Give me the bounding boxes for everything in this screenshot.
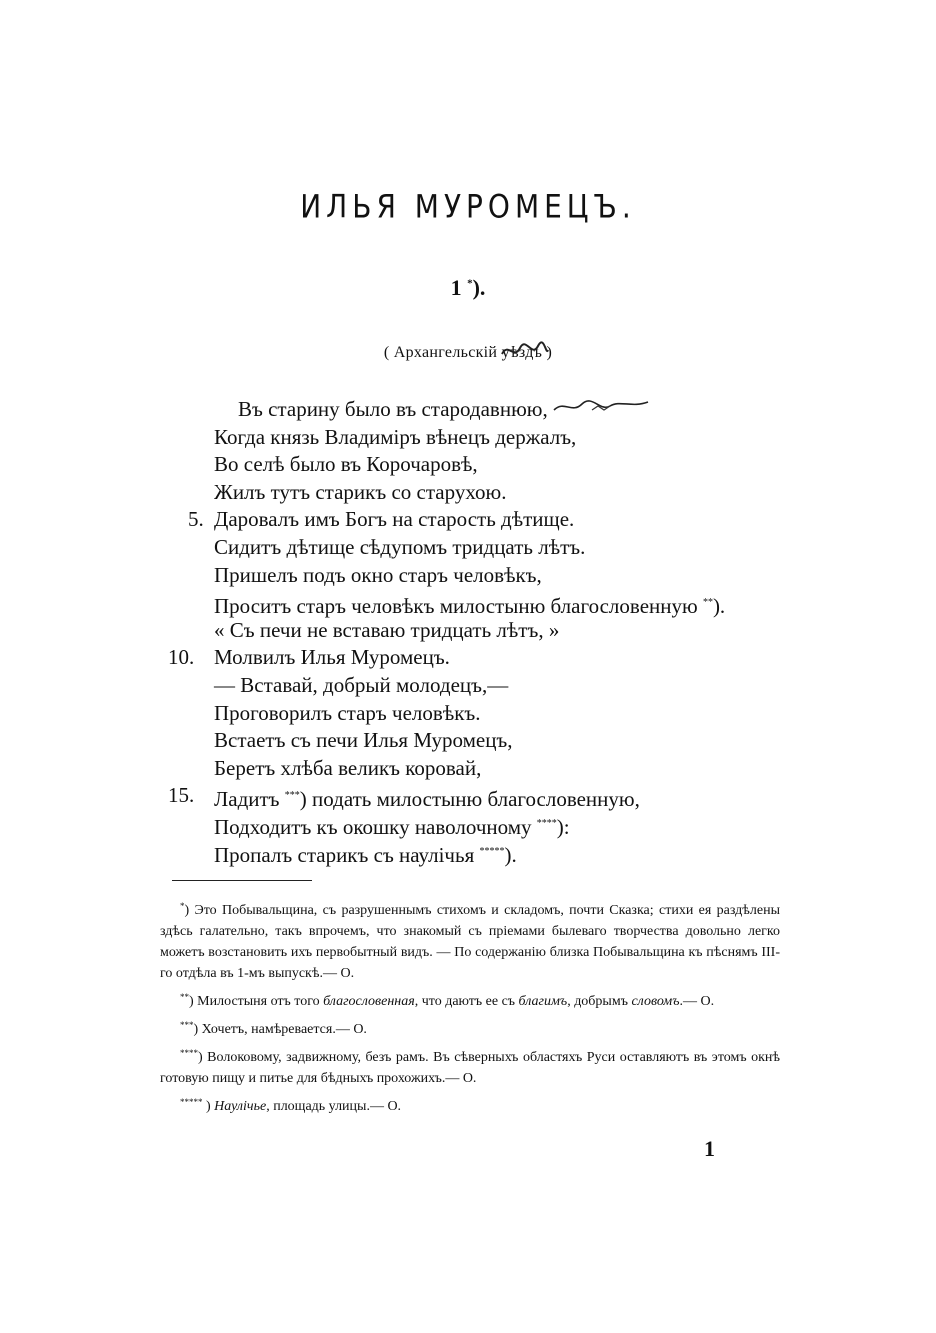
line-text bbox=[214, 838, 517, 870]
footnote-ref: *** bbox=[284, 790, 300, 802]
footnotes bbox=[160, 896, 780, 1120]
verse-line bbox=[168, 617, 808, 645]
verse-line bbox=[168, 479, 808, 507]
line-text: Жилъ тутъ старикъ со старухою. bbox=[214, 479, 507, 504]
verse-line bbox=[168, 672, 808, 700]
song-number bbox=[0, 275, 936, 301]
line-text-after: ): bbox=[556, 814, 570, 839]
song-number-footnote-mark: * bbox=[467, 277, 473, 290]
line-text: Сидитъ дѣтище сѣдупомъ тридцать лѣтъ. bbox=[214, 534, 586, 559]
ink-scribble bbox=[498, 338, 550, 364]
line-text-main: Подходитъ къ окошку наволочному bbox=[214, 814, 532, 839]
line-number: 5. bbox=[188, 507, 204, 532]
verse-line bbox=[168, 589, 808, 617]
footnote-mark: ***** bbox=[180, 1097, 203, 1107]
footnote-mark: *** bbox=[180, 1020, 194, 1030]
line-text: « Съ печи не вставаю тридцать лѣтъ, » bbox=[214, 617, 560, 642]
line-number: 10. bbox=[168, 645, 195, 670]
footnote-ref: ** bbox=[702, 597, 713, 609]
line-text-main: Ладитъ bbox=[214, 787, 280, 812]
footnote-italic: словомъ bbox=[631, 994, 680, 1009]
verse-line bbox=[168, 727, 808, 755]
line-text: — Вставай, добрый молодецъ,— bbox=[214, 672, 509, 697]
footnote bbox=[160, 896, 780, 984]
verse-line bbox=[168, 562, 808, 590]
line-number: 15. bbox=[168, 783, 195, 808]
footnote-mark: ** bbox=[180, 992, 189, 1002]
line-text: Проговорилъ старъ человѣкъ. bbox=[214, 700, 481, 725]
footnote-text: ) Это Побывальщина, съ разрушеннымъ стихомъ и складомъ, почти Сказка; стихи ея раздѣлены здѣсь галательно, такъ впрочемъ, что знакомый съ пріемами былеваго творчества довольно легко можетъ возстановить ихъ первобытный видъ. — По содержанію близка Побывальщина къ пѣснямъ III-го отдѣла въ 1-мъ выпускѣ.— О. bbox=[160, 903, 780, 981]
song-number-close: ). bbox=[472, 275, 486, 300]
line-text: Беретъ хлѣба великъ коровай, bbox=[214, 755, 482, 780]
song-number-value: 1 bbox=[450, 275, 462, 300]
verse-line bbox=[168, 838, 808, 866]
line-text: Во селѣ было въ Корочаровѣ, bbox=[214, 452, 478, 477]
verse-line bbox=[168, 396, 808, 424]
line-text: Въ старину было въ стародавнюю, bbox=[238, 397, 548, 421]
footnote-text: ) Милостыня отъ того bbox=[189, 994, 324, 1009]
footnote-text: , площадь улицы.— О. bbox=[266, 1099, 402, 1114]
footnote bbox=[160, 1015, 780, 1040]
footnote bbox=[160, 1043, 780, 1089]
line-text-main: Проситъ старъ человѣкъ милостыню благословенную bbox=[214, 594, 698, 619]
footnote bbox=[160, 987, 780, 1012]
verse-line bbox=[168, 700, 808, 728]
footnote-text: ) Волоковому, задвижному, безъ рамъ. Въ сѣверныхъ областяхъ Руси оставляютъ въ этомъ окнѣ готовую пищу и питье для бѣдныхъ прохожихъ.— О. bbox=[160, 1050, 780, 1086]
footnote-divider bbox=[172, 880, 312, 881]
verse-block bbox=[168, 396, 808, 865]
footnote-mark: **** bbox=[180, 1048, 198, 1058]
footnote-text: , что даютъ ее съ bbox=[414, 994, 519, 1009]
verse-line bbox=[168, 644, 808, 672]
line-text-after: ) подать милостыню благословенную, bbox=[299, 787, 640, 812]
line-text: Когда князь Владиміръ вѣнецъ держалъ, bbox=[214, 424, 577, 449]
line-text: Встаетъ съ печи Илья Муромецъ, bbox=[214, 728, 513, 753]
line-text: Молвилъ Илья Муромецъ. bbox=[214, 645, 450, 670]
footnote-text: ) Хочетъ, намѣревается.— О. bbox=[193, 1022, 367, 1037]
verse-line bbox=[168, 534, 808, 562]
line-text: Даровалъ имъ Богъ на старость дѣтище. bbox=[214, 507, 575, 532]
line-text: Пришелъ подъ окно старъ человѣкъ, bbox=[214, 562, 542, 587]
region-subtitle: ( Архангельскій уѣздъ ) bbox=[383, 344, 553, 361]
line-text-after: ). bbox=[712, 594, 726, 619]
verse-line bbox=[168, 424, 808, 452]
verse-line bbox=[168, 755, 808, 783]
footnote-text: .— О. bbox=[679, 994, 715, 1009]
footnote-italic: Наулічье bbox=[214, 1099, 267, 1114]
footnote-italic: благимъ bbox=[518, 994, 568, 1009]
line-text-after: ). bbox=[504, 842, 517, 867]
footnote-mark: * bbox=[180, 901, 185, 911]
line-text-main: Пропалъ старикъ съ наулічья bbox=[214, 842, 475, 867]
footnote-text: , добрымъ bbox=[567, 994, 632, 1009]
footnote-ref: ***** bbox=[479, 845, 505, 857]
page-number: 1 bbox=[704, 1136, 715, 1161]
verse-line bbox=[168, 810, 808, 838]
footnote-ref: **** bbox=[536, 817, 557, 829]
verse-line bbox=[168, 451, 808, 479]
verse-line bbox=[168, 506, 808, 534]
footnote: ***** ) Наулічье, площадь улицы.— О. bbox=[180, 1097, 402, 1114]
footnote-italic: благословенная bbox=[323, 994, 415, 1009]
page-title: ИЛЬЯ МУРОМЕЦЪ. bbox=[300, 187, 636, 226]
verse-line bbox=[168, 782, 808, 810]
